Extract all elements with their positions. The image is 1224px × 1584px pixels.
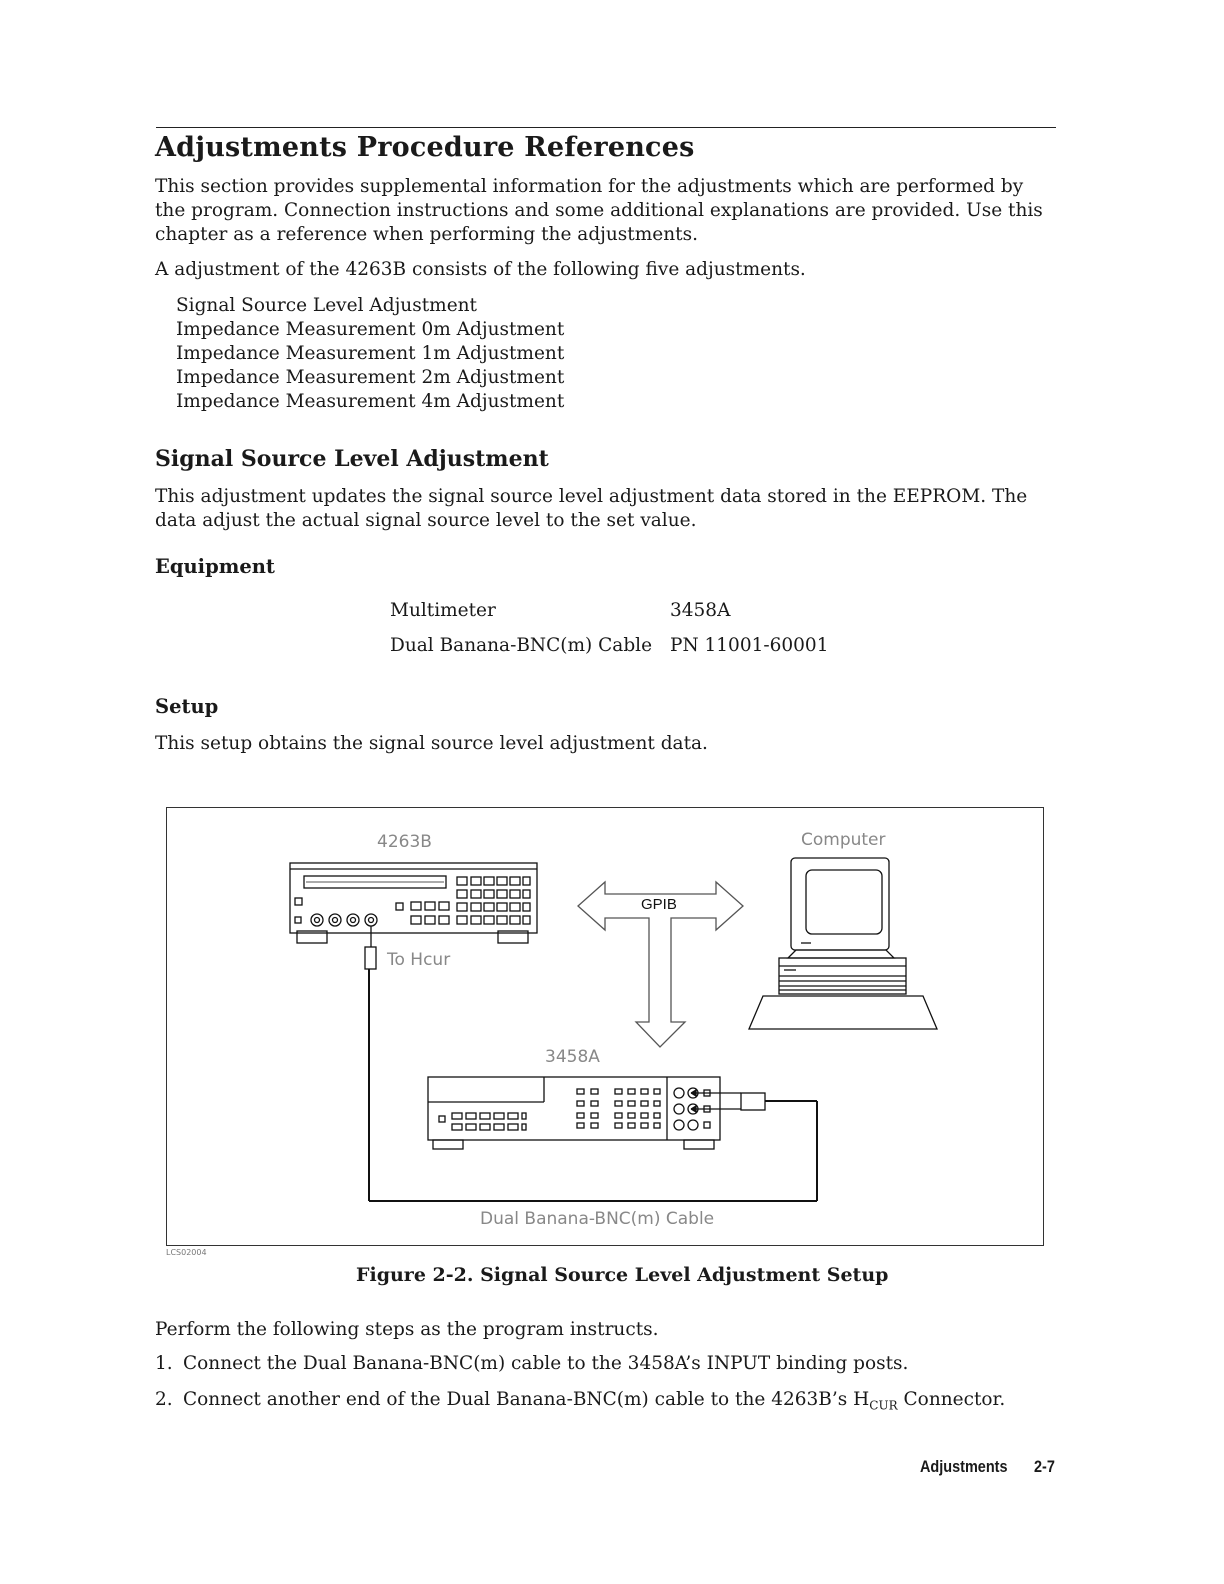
list-item: Impedance Measurement 1m Adjustment	[176, 343, 565, 364]
page-number: 2-7	[1034, 1457, 1055, 1476]
equipment-heading: Equipment	[155, 555, 275, 578]
computer-icon	[749, 858, 937, 1029]
top-rule	[156, 127, 1056, 128]
instrument-4263b-icon	[290, 863, 537, 943]
setup-diagram	[166, 807, 1044, 1246]
steps-intro: Perform the following steps as the program instructs.	[155, 1319, 659, 1340]
step-text: Connect the Dual Banana-BNC(m) cable to the 3458A’s INPUT binding posts.	[183, 1353, 909, 1374]
step-text-part: Connect another end of the Dual Banana-BNC(m) cable to the 4263B’s H	[183, 1389, 870, 1410]
setup-heading: Setup	[155, 695, 219, 718]
list-item: Impedance Measurement 0m Adjustment	[176, 319, 565, 340]
setup-text: This setup obtains the signal source level adjustment data.	[155, 733, 708, 754]
equipment-name: Multimeter	[390, 600, 496, 621]
list-item: Impedance Measurement 2m Adjustment	[176, 367, 565, 388]
diagram-drawing	[167, 808, 1045, 1247]
label-3458a: 3458A	[545, 1047, 600, 1067]
label-gpib: GPIB	[641, 896, 677, 913]
label-4263b: 4263B	[377, 832, 432, 852]
list-item: Signal Source Level Adjustment	[176, 295, 477, 316]
figure-caption: Figure 2-2. Signal Source Level Adjustment Setup	[356, 1264, 889, 1286]
step-number: 2.	[155, 1389, 173, 1410]
label-to-hcur: To Hcur	[387, 950, 451, 970]
equipment-model: PN 11001-60001	[670, 635, 829, 656]
list-item: Impedance Measurement 4m Adjustment	[176, 391, 565, 412]
label-computer: Computer	[801, 830, 886, 850]
list-item	[155, 1352, 909, 1376]
step-number: 1.	[155, 1353, 173, 1374]
step-text-part: Connector.	[897, 1389, 1006, 1410]
label-cable: Dual Banana-BNC(m) Cable	[480, 1209, 715, 1229]
intro-line-2: the program. Connection instructions and some additional explanations are provided. Use this	[155, 200, 1043, 221]
intro-line-1: This section provides supplemental information for the adjustments which are performed by	[155, 176, 1024, 197]
equipment-name: Dual Banana-BNC(m) Cable	[390, 635, 653, 656]
equipment-model: 3458A	[670, 600, 731, 621]
step-subscript: CUR	[869, 1398, 898, 1413]
figure-code: LCS02004	[166, 1248, 207, 1257]
consists-paragraph: A adjustment of the 4263B consists of the following five adjustments.	[155, 259, 806, 280]
subsection-text-line-2: data adjust the actual signal source level to the set value.	[155, 510, 697, 531]
subsection-text-line-1: This adjustment updates the signal source level adjustment data stored in the EEPROM. The	[155, 486, 1028, 507]
list-item	[155, 1388, 1006, 1413]
intro-line-3: chapter as a reference when performing the adjustments.	[155, 224, 698, 245]
step-text	[183, 1388, 1005, 1418]
section-title: Adjustments Procedure References	[155, 132, 695, 163]
multimeter-3458a-icon	[428, 1077, 720, 1149]
subsection-title: Signal Source Level Adjustment	[155, 446, 549, 472]
footer-section: Adjustments	[920, 1457, 1008, 1476]
